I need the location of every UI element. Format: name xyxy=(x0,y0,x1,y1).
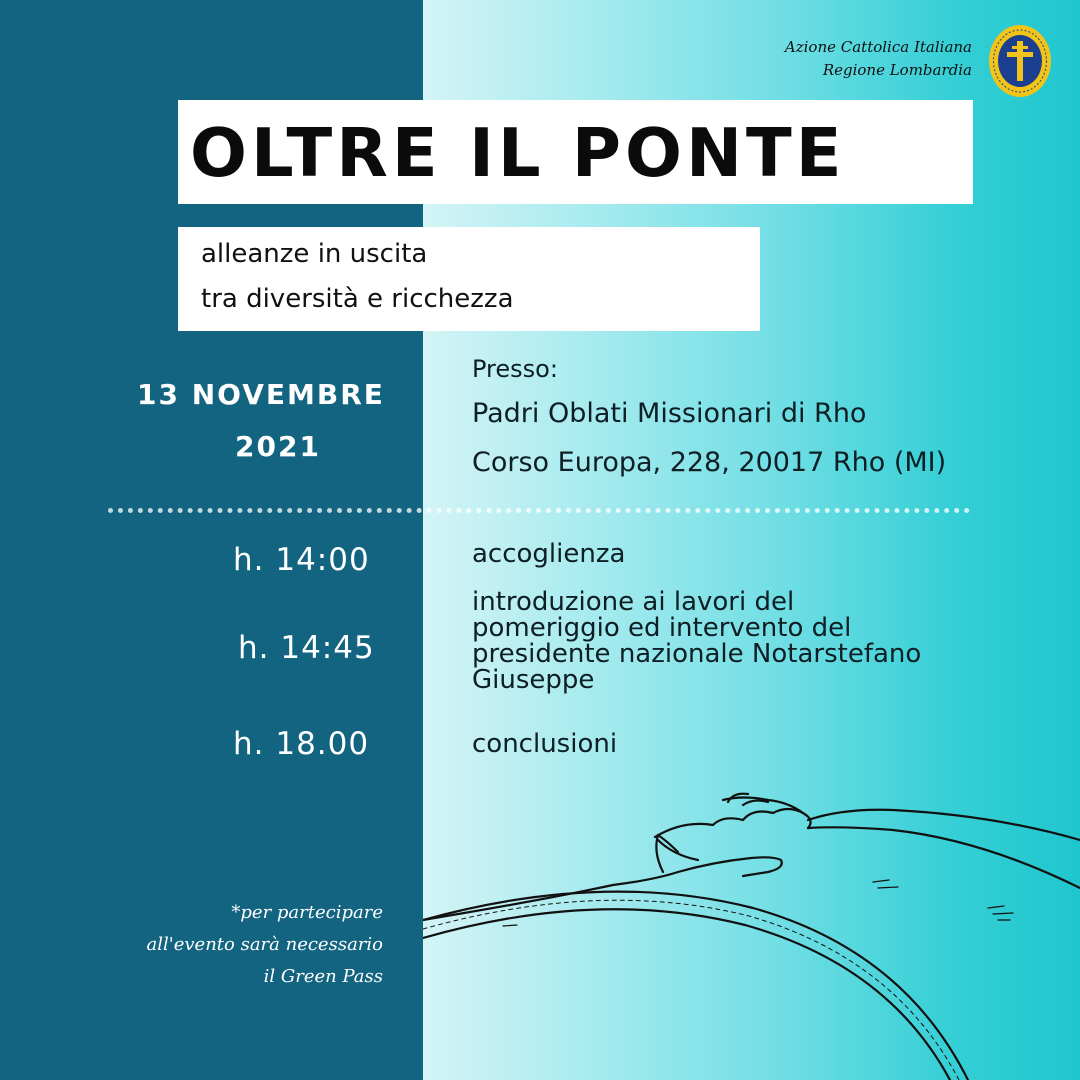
subtitle-line-2: tra diversità e ricchezza xyxy=(201,284,514,314)
venue-name: Padri Oblati Missionari di Rho xyxy=(472,398,867,429)
organization-name: Azione Cattolica Italiana xyxy=(784,38,972,56)
azione-cattolica-logo-icon xyxy=(986,22,1054,100)
schedule-activity-2-line-4: Giuseppe xyxy=(472,665,595,695)
dotted-divider xyxy=(108,508,970,513)
event-year: 2021 xyxy=(235,430,321,463)
subtitle-line-1: alleanze in uscita xyxy=(201,239,428,269)
schedule-time-1: h. 14:00 xyxy=(233,542,370,578)
schedule-activity-3: conclusioni xyxy=(472,729,618,759)
event-date: 13 NOVEMBRE xyxy=(137,378,385,411)
green-pass-note-line-3: il Green Pass xyxy=(263,966,383,987)
schedule-activity-2 xyxy=(472,589,921,693)
venue-address: Corso Europa, 228, 20017 Rho (MI) xyxy=(472,447,947,478)
schedule-activity-2-line-3: presidente nazionale Notarstefano xyxy=(472,639,922,669)
event-title: OLTRE IL PONTE xyxy=(190,114,846,192)
clasped-hands-bridge-icon xyxy=(423,780,1080,1080)
schedule-activity-2-line-1: introduzione ai lavori del xyxy=(472,587,795,617)
venue-label: Presso: xyxy=(472,355,558,383)
green-pass-note-line-1: *per partecipare xyxy=(231,902,383,923)
schedule-time-2: h. 14:45 xyxy=(238,630,375,666)
green-pass-note-line-2: all'evento sarà necessario xyxy=(146,934,383,955)
schedule-time-3: h. 18.00 xyxy=(233,726,370,762)
organization-region: Regione Lombardia xyxy=(822,61,972,79)
schedule-activity-2-line-2: pomeriggio ed intervento del xyxy=(472,613,852,643)
schedule-activity-1: accoglienza xyxy=(472,539,626,569)
